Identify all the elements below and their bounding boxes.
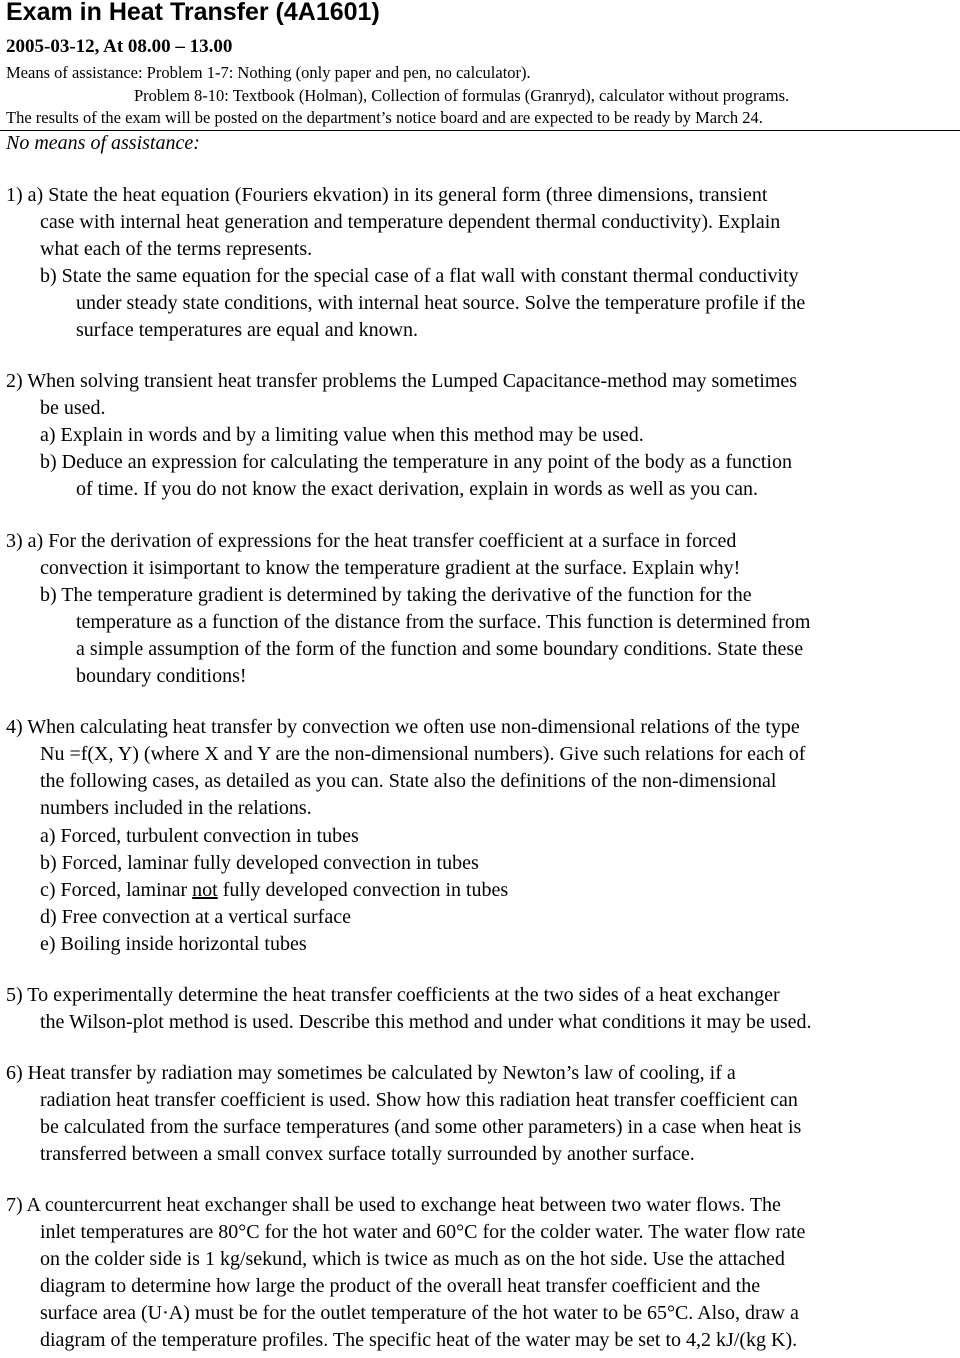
q1-line: b) State the same equation for the special case of a flat wall with constant thermal conductivity (40, 265, 799, 287)
q2-line: a) Explain in words and by a limiting value when this method may be used. (40, 424, 644, 446)
q3-line: 3) a) For the derivation of expressions for the heat transfer coefficient at a surface in forced (6, 530, 737, 552)
q4-line: Nu =f(X, Y) (where X and Y are the non-dimensional numbers). Give such relations for each of (40, 743, 806, 765)
results-line: The results of the exam will be posted on the department’s notice board and are expected to be ready by March 24. (6, 108, 763, 127)
q4-item-d: d) Free convection at a vertical surface (40, 906, 351, 928)
q2-line: b) Deduce an expression for calculating the temperature in any point of the body as a function (40, 451, 792, 473)
q6-line: be calculated from the surface temperatures (and some other parameters) in a case when heat is (40, 1116, 802, 1138)
q4-item-b: b) Forced, laminar fully developed convection in tubes (40, 852, 479, 874)
q4-item-c (40, 877, 508, 904)
q5-line: 5) To experimentally determine the heat transfer coefficients at the two sides of a heat exchanger (6, 984, 780, 1006)
q1-line: case with internal heat generation and temperature dependent thermal conductivity). Explain (40, 211, 781, 233)
q7-line: diagram to determine how large the product of the overall heat transfer coefficient and the (40, 1275, 761, 1297)
q4-item-e: e) Boiling inside horizontal tubes (40, 933, 307, 955)
exam-date: 2005-03-12, At 08.00 – 13.00 (6, 36, 233, 57)
q3-line: a simple assumption of the form of the function and some boundary conditions. State these (76, 638, 804, 660)
q5-line: the Wilson-plot method is used. Describe this method and under what conditions it may be used. (40, 1011, 812, 1033)
exam-title: Exam in Heat Transfer (4A1601) (6, 0, 380, 26)
q1-line: surface temperatures are equal and known. (76, 319, 419, 341)
q4-item-c-post: fully developed convection in tubes (217, 879, 509, 901)
q2-line: of time. If you do not know the exact derivation, explain in words as well as you can. (76, 478, 759, 500)
q6-line: 6) Heat transfer by radiation may sometimes be calculated by Newton’s law of cooling, if a (6, 1062, 736, 1084)
q3-line: convection it isimportant to know the temperature gradient at the surface. Explain why! (40, 557, 741, 579)
no-means-heading: No means of assistance: (6, 132, 200, 154)
q3-line: boundary conditions! (76, 665, 247, 687)
q6-line: transferred between a small convex surface totally surrounded by another surface. (40, 1143, 695, 1165)
q1-line: under steady state conditions, with internal heat source. Solve the temperature profile if the (76, 292, 806, 314)
q1-line: what each of the terms represents. (40, 238, 313, 260)
q4-item-a: a) Forced, turbulent convection in tubes (40, 825, 359, 847)
q1-line: 1) a) State the heat equation (Fouriers ekvation) in its general form (three dimensions, transient (6, 184, 768, 206)
q7-line: diagram of the temperature profiles. The specific heat of the water may be set to 4,2 kJ/(kg K). (40, 1329, 798, 1351)
q4-line: the following cases, as detailed as you can. State also the definitions of the non-dimensional (40, 770, 777, 792)
q4-item-c-underlined: not (192, 879, 218, 901)
q7-line: surface area (U·A) must be for the outlet temperature of the hot water to be 65°C. Also, draw a (40, 1302, 799, 1324)
q7-line: on the colder side is 1 kg/sekund, which is twice as much as on the hot side. Use the attached (40, 1248, 785, 1270)
q2-line: be used. (40, 397, 106, 419)
q6-line: radiation heat transfer coefficient is used. Show how this radiation heat transfer coefficient can (40, 1089, 798, 1111)
q3-line: temperature as a function of the distance from the surface. This function is determined from (76, 611, 811, 633)
q4-line: numbers included in the relations. (40, 797, 312, 819)
header-divider (0, 130, 960, 131)
q4-line: 4) When calculating heat transfer by convection we often use non-dimensional relations of the type (6, 716, 800, 738)
q4-item-c-pre: c) Forced, laminar (40, 879, 193, 901)
q3-line: b) The temperature gradient is determined by taking the derivative of the function for the (40, 584, 752, 606)
q7-line: 7) A countercurrent heat exchanger shall be used to exchange heat between two water flows. The (6, 1194, 781, 1216)
means-line-1: Means of assistance: Problem 1-7: Nothing (only paper and pen, no calculator). (6, 63, 531, 82)
q7-line: inlet temperatures are 80°C for the hot water and 60°C for the colder water. The water flow rate (40, 1221, 806, 1243)
q2-line: 2) When solving transient heat transfer problems the Lumped Capacitance-method may sometimes (6, 370, 798, 392)
means-line-2: Problem 8-10: Textbook (Holman), Collection of formulas (Granryd), calculator without programs. (134, 86, 790, 105)
